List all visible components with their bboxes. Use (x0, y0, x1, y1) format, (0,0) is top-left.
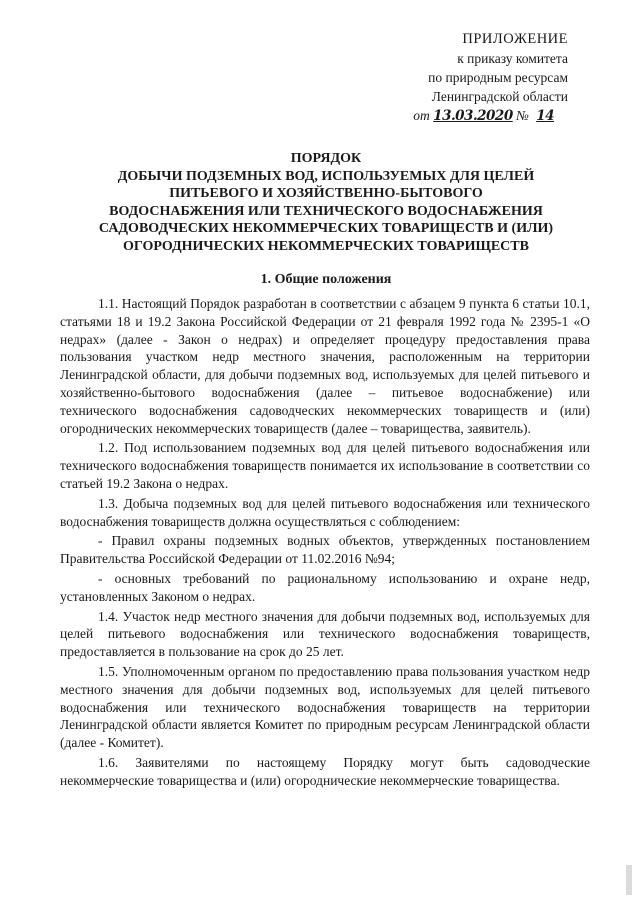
title-line-4: ВОДОСНАБЖЕНИЯ ИЛИ ТЕХНИЧЕСКОГО ВОДОСНАБЖЕНИЯ (109, 203, 543, 219)
appendix-date-line (328, 106, 568, 126)
paragraph-1-6: 1.6. Заявителями по настоящему Порядку могут быть садоводческие некоммерческие товарищества и (или) огороднические некоммерческие товарищества. (60, 754, 590, 788)
title-line-5: САДОВОДЧЕСКИХ НЕКОММЕРЧЕСКИХ ТОВАРИЩЕСТВ И (ИЛИ) (98, 221, 554, 236)
paragraph-1-4: 1.4. Участок недр местного значения для добычи подземных вод, используемых для целей питьевого водоснабжения или технического водоснабжения товариществ, предоставляется в пользование на срок до 25 лет. (60, 608, 590, 660)
title-line-1: ПОРЯДОК (290, 151, 362, 166)
handwritten-date: 13.03.2020 (433, 108, 513, 124)
appendix-block (328, 30, 568, 126)
appendix-line-1: к приказу комитета (457, 51, 568, 66)
document-body (60, 295, 590, 792)
section-heading: 1. Общие положения (260, 272, 392, 287)
title-line-3: ПИТЬЕВОГО И ХОЗЯЙСТВЕННО-БЫТОВОГО (169, 186, 483, 201)
appendix-line-2: по природным ресурсам (428, 70, 568, 85)
paragraph-1-1: 1.1. Настоящий Порядок разработан в соответствии с абзацем 9 пункта 6 статьи 10.1, статьями 18 и 19.2 Закона Российской Федерации от 21 февраля 1992 года № 2395-1 «О недрах» (далее - Закон о недрах) и определяет процедуру предоставления права пользования участком недр местного значения, расположенным на территории Ленинградской области, для добычи подземных вод, используемых для целей питьевого и хозяйственно-бытового водоснабжения (далее – питьевое водоснабжение) или технического водоснабжения садоводческих некоммерческих товариществ и (или) огороднических некоммерческих товариществ (далее – товарищества, заявитель). (60, 296, 590, 436)
paragraph-1-5: 1.5. Уполномоченным органом по предоставлению права пользования участком недр местного значения для добычи подземных вод, используемых для целей питьевого водоснабжения или технического водоснабжения товариществ на территории Ленинградской области является Комитет по природным ресурсам Ленинградской области (далее - Комитет). (60, 663, 590, 751)
handwritten-number: 14 (536, 108, 554, 124)
list-item: - Правил охраны подземных водных объектов, утвержденных постановлением Правительства Российской Федерации от 11.02.2016 №94; (60, 533, 590, 567)
appendix-line-3: Ленинградской области (431, 89, 568, 104)
date-prefix: от (413, 108, 430, 123)
document-title (60, 150, 592, 255)
number-prefix: № (516, 108, 529, 123)
appendix-heading: ПРИЛОЖЕНИЕ (462, 31, 568, 47)
title-line-2: ДОБЫЧИ ПОДЗЕМНЫХ ВОД, ИСПОЛЬЗУЕМЫХ ДЛЯ ЦЕЛЕЙ (117, 168, 535, 184)
title-line-6: ОГОРОДНИЧЕСКИХ НЕКОММЕРЧЕСКИХ ТОВАРИЩЕСТВ (123, 238, 529, 254)
list-item: - основных требований по рациональному использованию и охране недр, установленных Законом о недрах. (60, 570, 590, 604)
paragraph-1-3: 1.3. Добыча подземных вод для целей питьевого водоснабжения или технического водоснабжения товариществ должна осуществляться с соблюдением: (60, 495, 590, 529)
scan-edge-artifact (626, 865, 632, 895)
paragraph-1-2: 1.2. Под использованием подземных вод для целей питьевого водоснабжения или технического водоснабжения товариществ понимается их использование в соответствии со статьей 19.2 Закона о недрах. (60, 440, 590, 491)
